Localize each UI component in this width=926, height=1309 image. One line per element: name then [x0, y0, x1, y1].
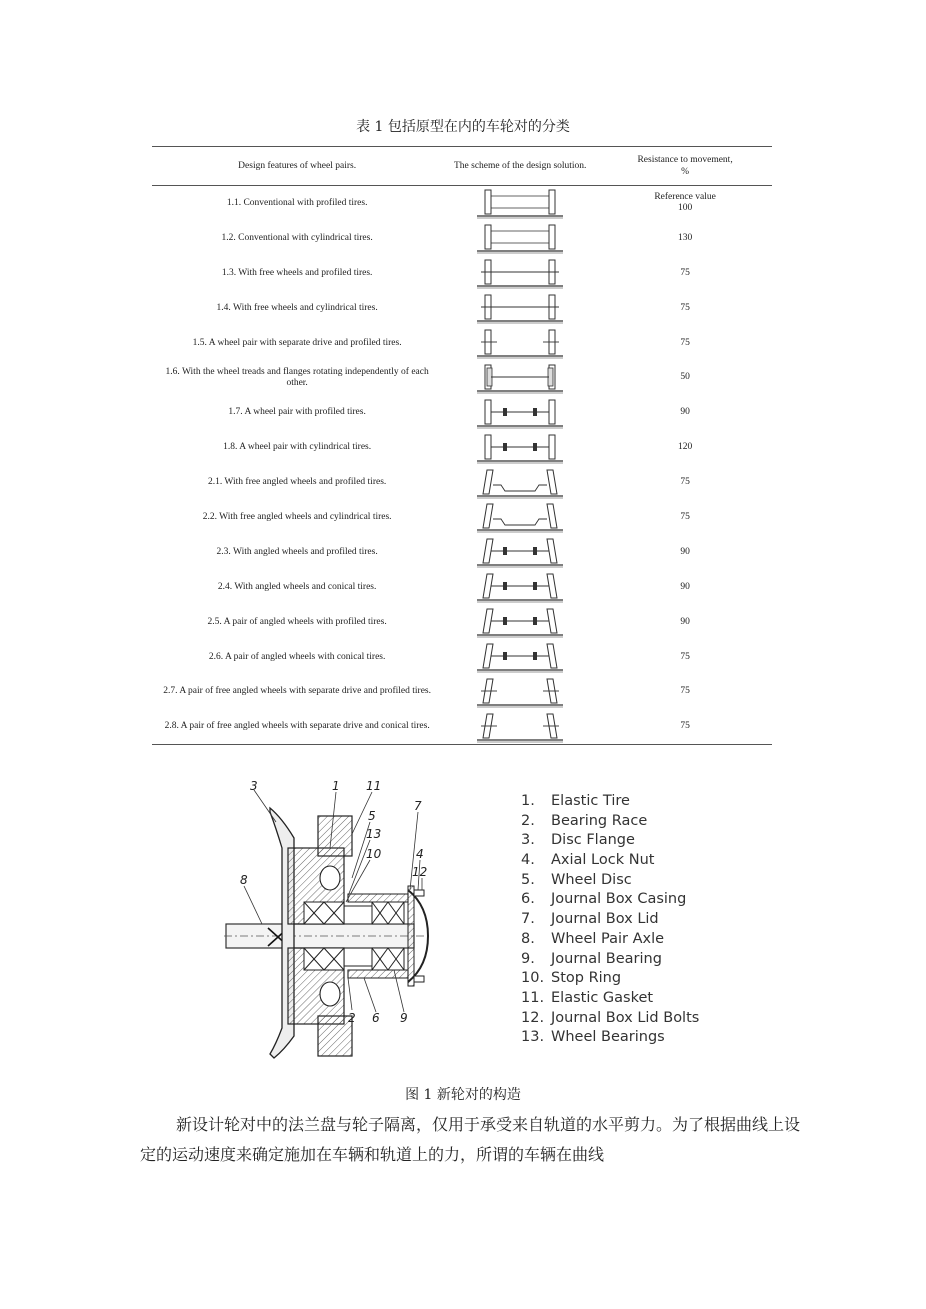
legend-item	[521, 851, 699, 871]
legend-number: 8.	[521, 930, 535, 947]
row-design-feature: 2.3. With angled wheels and profiled tires.	[216, 546, 378, 557]
table-caption: 表 1 包括原型在内的车轮对的分类	[356, 119, 570, 135]
row-design-feature: 1.2. Conventional with cylindrical tires.	[221, 232, 373, 243]
callout-5: 5	[368, 809, 376, 823]
row-scheme-diagram	[442, 500, 598, 535]
legend-item	[521, 989, 699, 1009]
row-design-feature: 2.1. With free angled wheels and profiled tires.	[207, 477, 387, 488]
row-resistance-value: 90	[680, 581, 690, 592]
table-row	[152, 570, 772, 605]
table-row	[152, 709, 772, 744]
row-design-feature: 2.6. A pair of angled wheels with conical tires.	[208, 651, 386, 662]
callout-2: 2	[348, 1011, 356, 1025]
row-resistance-value: 75	[680, 337, 690, 348]
wheel-pair-cross-section-drawing	[224, 778, 446, 1060]
callout-11: 11	[366, 779, 382, 793]
row-design-feature: 2.5. A pair of angled wheels with profiled tires.	[207, 616, 387, 627]
legend-number: 7.	[521, 911, 535, 928]
table-row	[152, 465, 772, 500]
legend-item	[521, 969, 699, 989]
row-resistance-value: 130	[677, 232, 693, 243]
row-design-feature: 2.4. With angled wheels and conical tires.	[217, 581, 377, 592]
table-row	[152, 360, 772, 395]
legend-item	[521, 1028, 699, 1048]
legend-number: 11.	[521, 989, 545, 1006]
legend-item	[521, 831, 699, 851]
row-scheme-diagram	[442, 465, 598, 500]
legend-label: Journal Box Casing	[551, 891, 687, 908]
row-design-feature: 1.6. With the wheel treads and flanges rotating independently of each other.	[165, 366, 429, 388]
legend-number: 6.	[521, 891, 535, 908]
figure-legend	[521, 792, 699, 1048]
legend-label: Wheel Pair Axle	[551, 930, 665, 947]
row-scheme-diagram	[442, 605, 598, 640]
row-resistance-value: Reference value 100	[654, 192, 716, 214]
header-resistance: Resistance to movement, %	[598, 147, 772, 186]
callout-13: 13	[366, 827, 382, 841]
row-design-feature: 2.8. A pair of free angled wheels with separate drive and conical tires.	[152, 709, 442, 744]
row-resistance-value: 75	[680, 651, 690, 662]
row-resistance-value: 90	[680, 616, 690, 627]
legend-item	[521, 890, 699, 910]
legend-label: Journal Bearing	[551, 950, 662, 967]
row-resistance-value: 75	[680, 511, 690, 522]
legend-item	[521, 792, 699, 812]
callout-7: 7	[414, 799, 422, 813]
row-resistance-value: 75	[680, 686, 690, 697]
legend-label: Stop Ring	[551, 970, 622, 987]
row-resistance-value: 50	[680, 372, 690, 383]
header-scheme: The scheme of the design solution.	[442, 147, 598, 186]
row-scheme-diagram	[442, 640, 598, 675]
row-design-feature: 2.2. With free angled wheels and cylindrical tires.	[202, 511, 392, 522]
legend-label: Elastic Tire	[551, 793, 630, 809]
table-row	[152, 256, 772, 291]
legend-label: Journal Box Lid Bolts	[551, 1009, 700, 1026]
legend-item	[521, 1009, 699, 1029]
row-scheme-diagram	[442, 291, 598, 326]
row-scheme-diagram	[442, 360, 598, 395]
row-design-feature: 1.4. With free wheels and cylindrical tires.	[216, 302, 378, 313]
legend-item	[521, 910, 699, 930]
figure-caption: 图 1 新轮对的构造	[405, 1087, 521, 1103]
row-scheme-diagram	[442, 326, 598, 361]
table-row	[152, 430, 772, 465]
legend-number: 5.	[521, 871, 535, 888]
row-scheme-diagram	[442, 256, 598, 291]
legend-label: Wheel Disc	[551, 871, 632, 888]
row-resistance-value: 75	[680, 302, 690, 313]
callout-9: 9	[400, 1011, 408, 1025]
legend-number: 4.	[521, 852, 535, 869]
row-scheme-diagram	[442, 395, 598, 430]
table-row	[152, 395, 772, 430]
row-scheme-diagram	[442, 221, 598, 256]
row-resistance-value: 75	[680, 267, 690, 278]
row-design-feature: 2.7. A pair of free angled wheels with separate drive and profiled tires.	[163, 686, 432, 697]
legend-item	[521, 950, 699, 970]
row-scheme-diagram	[442, 430, 598, 465]
legend-number: 12.	[521, 1009, 545, 1026]
table-row	[152, 326, 772, 361]
legend-label: Bearing Race	[551, 812, 648, 829]
callout-4: 4	[416, 847, 424, 861]
row-resistance-value: 75	[598, 709, 772, 744]
table-row	[152, 535, 772, 570]
row-scheme-diagram	[442, 186, 598, 221]
legend-item	[521, 871, 699, 891]
table-row	[152, 221, 772, 256]
row-design-feature: 1.7. A wheel pair with profiled tires.	[228, 407, 366, 418]
callout-1: 1	[332, 779, 340, 793]
table-row	[152, 605, 772, 640]
table-header-row	[152, 147, 772, 186]
row-design-feature: 1.3. With free wheels and profiled tires.	[221, 267, 373, 278]
legend-item	[521, 930, 699, 950]
row-scheme-diagram	[442, 709, 598, 744]
legend-label: Elastic Gasket	[551, 989, 654, 1006]
row-scheme-diagram	[442, 535, 598, 570]
legend-label: Wheel Bearings	[551, 1029, 665, 1046]
wheel-pair-classification-table	[152, 146, 772, 745]
callout-12: 12	[412, 865, 428, 879]
table-row	[152, 291, 772, 326]
legend-label: Axial Lock Nut	[551, 852, 655, 869]
row-scheme-diagram	[442, 570, 598, 605]
legend-item	[521, 812, 699, 832]
table-row	[152, 500, 772, 535]
table-row	[152, 186, 772, 221]
row-design-feature: 1.8. A wheel pair with cylindrical tires.	[223, 442, 372, 453]
callout-3: 3	[250, 779, 258, 793]
table-row	[152, 640, 772, 675]
row-resistance-value: 75	[680, 477, 690, 488]
legend-number: 13.	[521, 1029, 545, 1046]
callout-8: 8	[240, 873, 248, 887]
legend-number: 1.	[521, 793, 535, 809]
legend-label: Disc Flange	[551, 832, 635, 849]
row-scheme-diagram	[442, 674, 598, 709]
row-design-feature: 1.1. Conventional with profiled tires.	[226, 197, 368, 208]
table-row	[152, 674, 772, 709]
legend-number: 3.	[521, 832, 535, 849]
row-resistance-value: 90	[680, 546, 690, 557]
callout-10: 10	[366, 847, 382, 861]
callout-6: 6	[372, 1011, 380, 1025]
legend-label: Journal Box Lid	[551, 911, 659, 928]
row-resistance-value: 120	[677, 442, 693, 453]
legend-number: 9.	[521, 950, 535, 967]
body-paragraph: 新设计轮对中的法兰盘与轮子隔离，仅用于承受来自轨道的水平剪力。为了根据曲线上设定的运动速度来确定施加在车辆和轨道上的力，所谓的车辆在曲线	[140, 1115, 801, 1164]
row-design-feature: 1.5. A wheel pair with separate drive and profiled tires.	[192, 337, 402, 348]
header-design-features: Design features of wheel pairs.	[152, 147, 442, 186]
legend-number: 2.	[521, 812, 535, 829]
row-resistance-value: 90	[680, 407, 690, 418]
legend-number: 10.	[521, 970, 545, 987]
